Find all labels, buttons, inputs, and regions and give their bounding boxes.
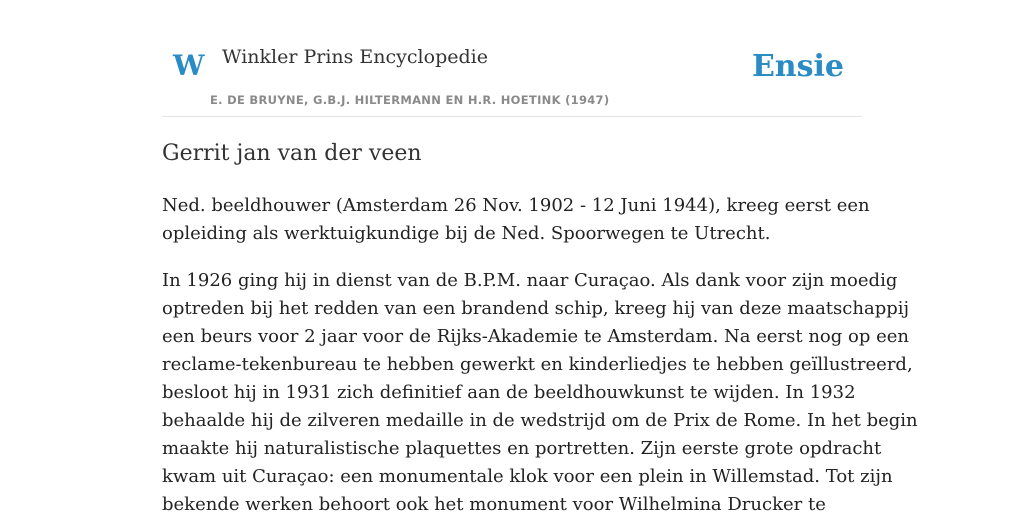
- paragraph-line: kwam uit Curaçao: een monumentale klok voor een plein in Willemstad. Tot zijn: [162, 466, 893, 487]
- site-header: [162, 0, 862, 117]
- paragraph-line: Ned. beeldhouwer (Amsterdam 26 Nov. 1902 - 12 Juni 1944), kreeg eerst een: [162, 195, 870, 216]
- site-logo[interactable]: W: [173, 49, 205, 82]
- paragraph-line: besloot hij in 1931 zich definitief aan de beeldhouwkunst te wijden. In 1932: [162, 382, 856, 403]
- ensie-brand-logo[interactable]: Ensie: [751, 49, 844, 84]
- paragraph-line: maakte hij naturalistische plaquettes en portretten. Zijn eerste grote opdracht: [162, 438, 882, 459]
- article-paragraph-1: [162, 192, 870, 248]
- paragraph-line: In 1926 ging hij in dienst van de B.P.M. naar Curaçao. Als dank voor zijn moedig: [162, 270, 898, 291]
- paragraph-line: optreden bij het redden van een brandend schip, kreeg hij van deze maatschappij: [162, 298, 910, 319]
- paragraph-line: reclame-tekenbureau te hebben gewerkt en kinderliedjes te hebben geïllustreerd,: [162, 354, 913, 375]
- article-paragraph-2: [162, 267, 918, 512]
- site-title[interactable]: Winkler Prins Encyclopedie: [222, 46, 488, 68]
- edition-credits: E. DE BRUYNE, G.B.J. HILTERMANN EN H.R. HOETINK (1947): [210, 93, 610, 107]
- paragraph-line: opleiding als werktuigkundige bij de Ned. Spoorwegen te Utrecht.: [162, 223, 771, 244]
- article: [162, 138, 918, 512]
- paragraph-line: bekende werken behoort ook het monument voor Wilhelmina Drucker te: [162, 494, 826, 512]
- article-title: Gerrit jan van der veen: [162, 141, 422, 166]
- paragraph-line: behaalde hij de zilveren medaille in de wedstrijd om de Prix de Rome. In het begin: [162, 410, 918, 431]
- paragraph-line: een beurs voor 2 jaar voor de Rijks-Akademie te Amsterdam. Na eerst nog op een: [162, 326, 909, 347]
